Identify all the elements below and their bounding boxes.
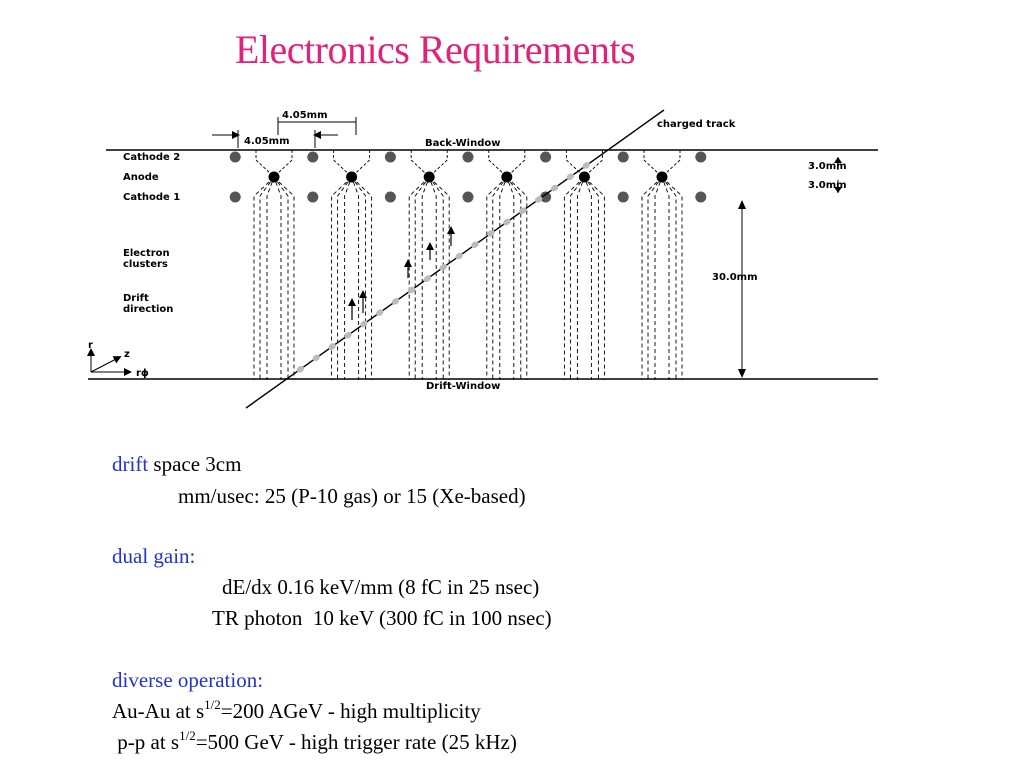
electron-clusters-label-2: clusters <box>123 259 168 270</box>
cathode2-label: Cathode 2 <box>123 152 181 163</box>
drift-depth-dimension <box>738 200 746 378</box>
field-line <box>334 150 349 174</box>
back-window-label: Back-Window <box>425 138 501 149</box>
field-line <box>489 150 504 174</box>
cathode2-wire <box>463 152 474 163</box>
drift-line <box>112 450 241 478</box>
field-line <box>278 182 289 380</box>
field-line <box>345 182 350 380</box>
field-line <box>433 182 444 380</box>
cathode1-wire <box>695 192 706 203</box>
field-line <box>586 182 591 380</box>
auau-line <box>112 697 481 725</box>
field-line <box>493 182 504 380</box>
field-line <box>577 182 582 380</box>
axis-r-label: r <box>88 340 93 351</box>
cathode1-wire <box>385 192 396 203</box>
pp-line <box>112 728 517 756</box>
cathode1-wire <box>618 192 629 203</box>
field-line <box>411 150 426 174</box>
drift-keyword: drift <box>112 452 149 476</box>
charged-track-label: charged track <box>657 119 736 130</box>
cathode2-wire <box>385 152 396 163</box>
field-line <box>665 150 680 174</box>
diverse-operation-keyword: diverse operation: <box>112 668 264 692</box>
field-line <box>355 150 370 174</box>
field-lines <box>254 150 682 380</box>
anode-label: Anode <box>123 172 159 183</box>
field-line <box>500 182 505 380</box>
anode-wire <box>346 172 357 183</box>
field-line <box>276 182 281 380</box>
field-line <box>260 182 271 380</box>
drift-speed-line: mm/usec: 25 (P-10 gas) or 15 (Xe-based) <box>178 484 526 508</box>
pitch-label-top: 4.05mm <box>282 110 328 121</box>
cathode1-wire <box>230 192 241 203</box>
field-line <box>664 182 669 380</box>
field-line <box>277 150 292 174</box>
drift-direction-label-2: direction <box>123 304 174 315</box>
field-line <box>510 150 525 174</box>
cathode2-wire <box>618 152 629 163</box>
drift-space: space 3cm <box>148 452 242 476</box>
wire-layers <box>230 152 707 203</box>
cathode1-wire <box>463 192 474 203</box>
anode-wire <box>501 172 512 183</box>
field-line <box>644 150 659 174</box>
field-line <box>666 182 677 380</box>
auau-text-b: =200 AGeV - high multiplicity <box>220 699 481 723</box>
field-line <box>431 182 436 380</box>
dual-gain-keyword: dual gain: <box>112 544 196 568</box>
slide-title: Electronics Requirements <box>234 27 636 72</box>
auau-text-a: Au-Au at s <box>112 699 205 723</box>
cathode2-wire <box>230 152 241 163</box>
electron-clusters-label-1: Electron <box>123 248 170 259</box>
cathode2-wire <box>307 152 318 163</box>
drift-window-label: Drift-Window <box>426 381 501 392</box>
field-line <box>587 150 602 174</box>
tr-photon-line: TR photon 10 keV (300 fC in 100 nsec) <box>212 606 552 630</box>
field-line <box>267 182 272 380</box>
cathode2-wire <box>695 152 706 163</box>
field-line <box>432 150 447 174</box>
anode-wire <box>269 172 280 183</box>
anode-wire <box>424 172 435 183</box>
dedx-line: dE/dx 0.16 keV/mm (8 fC in 25 nsec) <box>222 575 540 599</box>
gap-label-upper: 3.0mm <box>808 161 847 172</box>
cathode1-label: Cathode 1 <box>123 192 181 203</box>
pp-text-b: =500 GeV - high trigger rate (25 kHz) <box>195 730 517 754</box>
gap-label-lower: 3.0mm <box>808 180 847 191</box>
auau-sup: 1/2 <box>204 697 221 712</box>
coordinate-axes <box>91 352 128 372</box>
drift-direction-label-1: Drift <box>123 293 149 304</box>
anode-wire <box>579 172 590 183</box>
pp-sup: 1/2 <box>179 728 196 743</box>
axis-z-label: z <box>124 349 130 360</box>
field-line <box>570 182 581 380</box>
axis-rphi-label: rϕ <box>136 368 149 379</box>
cathode1-wire <box>307 192 318 203</box>
anode-wire <box>657 172 668 183</box>
field-line <box>655 182 660 380</box>
pitch-label-bottom: 4.05mm <box>244 136 290 147</box>
cathode2-wire <box>540 152 551 163</box>
field-line <box>338 182 349 380</box>
field-line <box>256 150 271 174</box>
drift-depth-label: 30.0mm <box>712 272 758 283</box>
pp-text-a: p-p at s <box>112 730 180 754</box>
field-line <box>509 182 514 380</box>
field-line <box>355 182 366 380</box>
field-line <box>353 182 358 380</box>
field-line <box>648 182 659 380</box>
field-line <box>588 182 599 380</box>
